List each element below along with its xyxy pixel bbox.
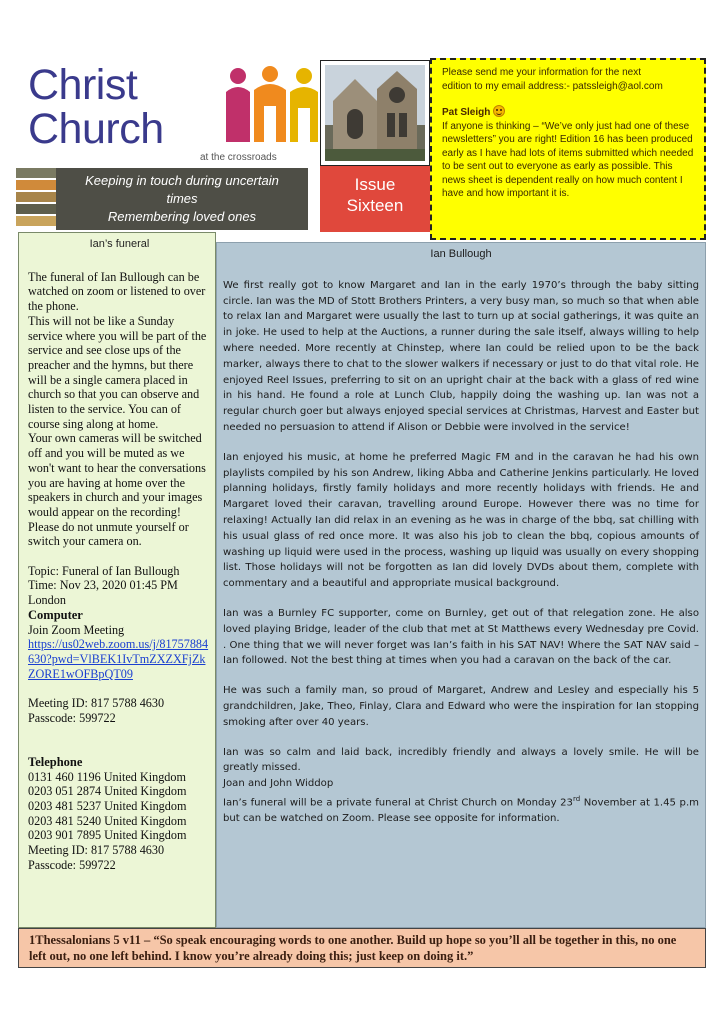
zoom-topic: Topic: Funeral of Ian Bullough bbox=[28, 563, 180, 578]
article-para-3: Ian was a Burnley FC supporter, come on Burnley, get out of that relegation zone. He also loved playing Bridge, leader of the club that met at St Matthews every Wednesday pre Covid. . One thing that we will never forget was Ian’s faith in his SAT NAV! Where the SAT NAV said – Ian followed. Not the best thing at times when you had a caravan on the back of the car. bbox=[223, 607, 699, 667]
passcode: Passcode: 599722 bbox=[28, 710, 116, 725]
tagline-banner bbox=[56, 168, 308, 230]
phone-number: 0203 901 7895 United Kingdom bbox=[28, 828, 187, 843]
zoom-meeting-link[interactable]: https://us02web.zoom.us/j/81757884630?pwd=VlBEK1IvTmZXZXFjZkZORE1wOFBpQT09 bbox=[28, 637, 209, 681]
passcode-phone: Passcode: 599722 bbox=[28, 857, 116, 872]
issue-number: Sixteen bbox=[346, 196, 404, 215]
article-title: Ian Bullough bbox=[430, 248, 492, 260]
article-para-4: He was such a family man, so proud of Margaret, Andrew and Lesley and especially his 5 grandchildren, Jake, Theo, Finlay, Clara and Edward who were the inspiration for Ian stopping smoking after over 40 years. bbox=[223, 685, 699, 728]
meeting-id: Meeting ID: 817 5788 4630 bbox=[28, 696, 165, 711]
issue-number-box bbox=[320, 166, 430, 232]
church-photo bbox=[320, 60, 430, 166]
computer-heading: Computer bbox=[28, 607, 83, 622]
banner-line-3: Remembering loved ones bbox=[107, 209, 257, 224]
notice-body: If anyone is thinking – “We’ve only just had one of these newsletters” you are right! Edition 16 has been produced early as I have had lots of items submitted which needed to be sent out to everyone as early as possible. This news sheet is dependent really on how much content I have and how important it is. bbox=[442, 120, 694, 199]
notice-line-2: edition to my email address:- patssleigh@aol.com bbox=[442, 80, 663, 92]
phone-number: 0203 051 2874 United Kingdom bbox=[28, 784, 187, 799]
article-para-5: Ian was so calm and laid back, incredibly friendly and always a lovely smile. He will be greatly missed. bbox=[223, 746, 699, 774]
logo-tagline: at the crossroads bbox=[200, 152, 277, 163]
phone-number: 0203 481 5240 United Kingdom bbox=[28, 813, 187, 828]
bible-verse: 1Thessalonians 5 v11 – “So speak encouraging words to one another. Build up hope so you’ll all be together in this, no one left out, no one left behind. I know you’re already doing this; just keep on doing it.” bbox=[18, 928, 706, 968]
article-final-note: Ian’s funeral will be a private funeral at Christ Church on Monday 23rd November at 1.45 p.m but can be watched on Zoom. Please see opposite for information. bbox=[223, 794, 699, 825]
notice-line-1: Please send me your information for the next bbox=[442, 67, 641, 78]
phone-number: 0131 460 1196 United Kingdom bbox=[28, 769, 186, 784]
issue-label: Issue bbox=[354, 175, 396, 194]
phone-number: 0203 481 5237 United Kingdom bbox=[28, 798, 187, 813]
smiley-icon bbox=[493, 105, 505, 117]
zoom-time: Time: Nov 23, 2020 01:45 PM London bbox=[28, 578, 178, 608]
logo-word-church: Church bbox=[28, 105, 164, 153]
telephone-heading: Telephone bbox=[28, 754, 83, 769]
editor-notice bbox=[430, 58, 706, 240]
church-building-icon bbox=[325, 65, 425, 161]
funeral-details-column bbox=[18, 232, 216, 928]
logo-word-christ: Christ bbox=[28, 61, 138, 109]
christ-church-logo bbox=[28, 62, 320, 166]
funeral-para-3: Your own cameras will be switched off and you will be muted as we won't want to hear the conversations you are having at home over the speakers in church and your images would appear on the recording! Please do not unmute yourself or switch your camera on. bbox=[28, 431, 206, 549]
article-para-1: We first really got to know Margaret and Ian in the early 1970’s through the baby sitting circle. Ian was the MD of Stott Brothers Printers, a very busy man, so much so that when able to relax Ian and Margaret were usually the last to turn up at social gatherings, it was quite an in joke. He used to help at the Auctions, a runner during the sale itself, always willing to help where needed. More recently at Chinstep, where Ian could be relied upon to be the back marker, always there to chat to the slower walkers if necessary or just to do that vital role. He enjoyed Reel Issues, preferring to sit on an upright chair at the back with a glass of red wine in his hand. He found a role at Lunch Club, happily doing the washing up. Ian was not a regular church goer but always enjoyed special services at Christmas, Harvest and Easter but needed no persuasion to attend if Alison or Debbie were involved in the service! bbox=[223, 279, 699, 433]
article-signature: Joan and John Widdop bbox=[223, 778, 334, 790]
join-zoom-label: Join Zoom Meeting bbox=[28, 622, 125, 637]
funeral-para-1: The funeral of Ian Bullough can be watched on zoom or listened to over the phone. bbox=[28, 269, 206, 314]
tribute-article bbox=[216, 242, 706, 928]
funeral-heading: Ian’s funeral bbox=[89, 238, 150, 250]
banner-line-1: Keeping in touch during uncertain bbox=[85, 173, 279, 188]
banner-stripes bbox=[16, 168, 56, 230]
article-para-2: Ian enjoyed his music, at home he preferred Magic FM and in the caravan he had his own playlists compiled by his son Andrew, liking Abba and Catherine Jenkins particularly. He loved planning holidays, firstly family holidays and more recently holidays with friends. He and Margaret loved their caravan, travelling around Europe. However there was no time for relaxing! Actually Ian did relax in an evening as he was in charge of the bbq, sat chilling with his usual glass of red once more. It was also his job to clean the bbq, copious amounts of washing up liquid were used in the process, washing up liquid was usually on every shopping list. Those holidays will not be forgotten as Ian did lovely DVDs about them, complete with commentary and a beautiful and appropriate musical background. bbox=[223, 451, 699, 590]
meeting-id-phone: Meeting ID: 817 5788 4630 bbox=[28, 843, 165, 858]
funeral-para-2: This will not be like a Sunday service where you will be part of the service and see close ups of the preacher and the hymns, but there will be a single camera placed in church so that you can observe and listen to the service. You can of course sing along at home. bbox=[28, 313, 207, 431]
editor-name: Pat Sleigh bbox=[442, 107, 491, 118]
banner-line-2: times bbox=[166, 191, 198, 206]
